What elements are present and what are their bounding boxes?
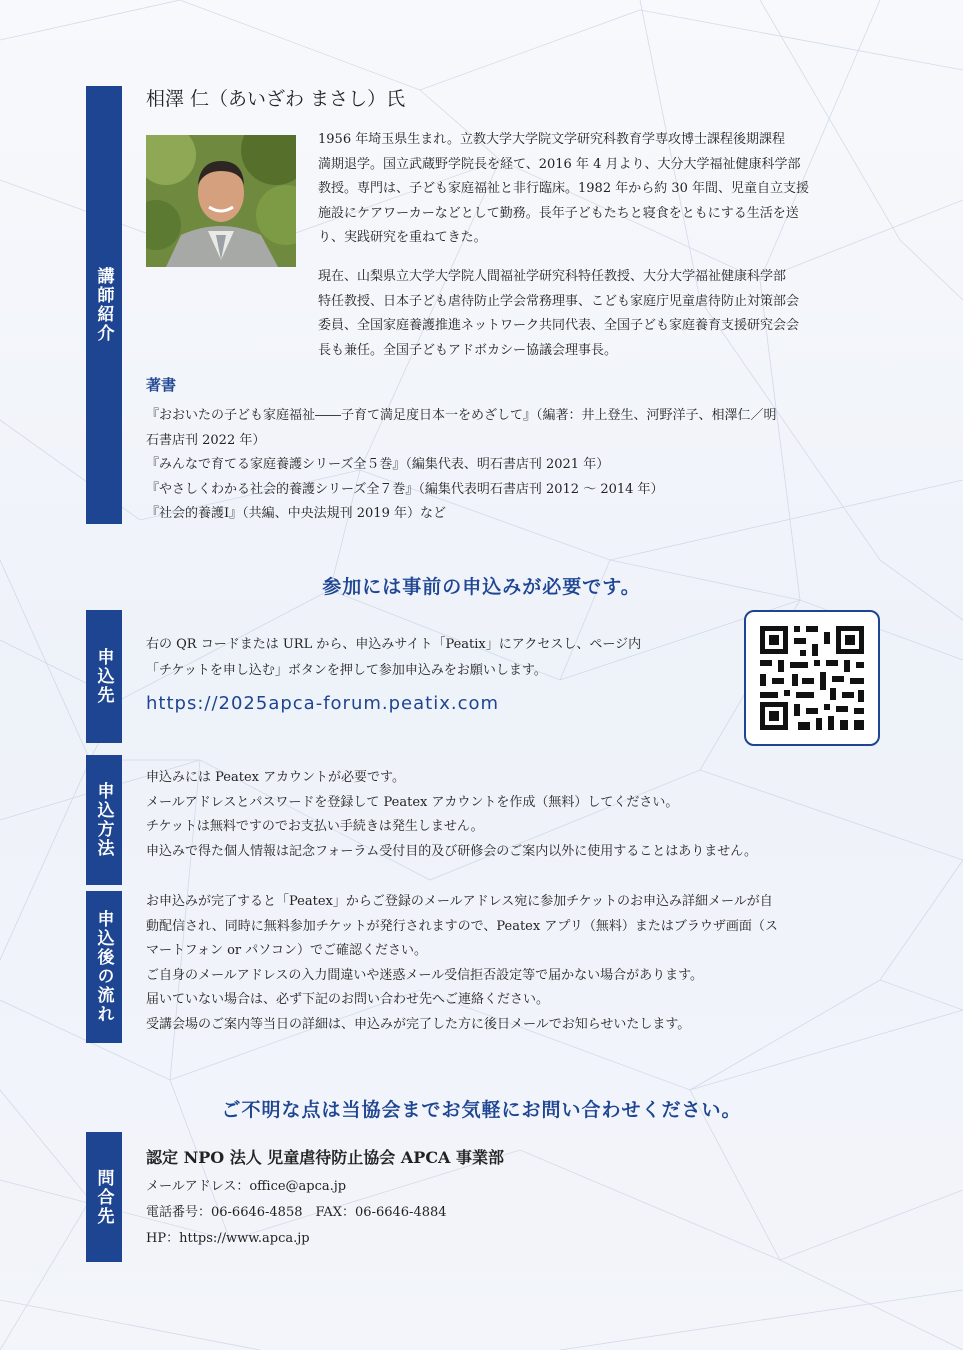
flow-line: マートフォン or パソコン）でご確認ください。: [146, 943, 428, 958]
method-text: [146, 766, 886, 864]
books-list: [146, 404, 886, 527]
bio-line: 委員、全国家庭養護推進ネットワーク共同代表、全国子ども家庭養育支援研究会会: [318, 318, 800, 333]
section-label-text: 申込方法: [93, 782, 114, 858]
contact-phone: 電話番号：06-6646-4858 FAX：06-6646-4884: [146, 1205, 447, 1220]
section-label-apply: [86, 610, 122, 743]
bio-line: 現在、山梨県立大学大学院人間福祉学研究科特任教授、大分大学福祉健康科学部: [318, 269, 787, 284]
bio-line: 施設にケアワーカーなどとして勤務。長年子どもたちと寝食をともにする生活を送: [318, 205, 799, 221]
section-label-flow: [86, 891, 122, 1043]
section-label-text: 問合先: [93, 1168, 114, 1226]
bio-line: 1956 年埼玉県生まれ。立教大学大学院文学研究科教育学専攻博士課程後期課程: [318, 132, 785, 147]
bio-paragraph-1: [318, 128, 878, 251]
section-label-text: 講師紹介: [93, 267, 114, 343]
flow-line: 受講会場のご案内等当日の詳細は、申込みが完了した方に後日メールでお知らせいたします。: [146, 1016, 691, 1032]
bio-line: 特任教授、日本子ども虐待防止学会常務理事、こども家庭庁児童虐待防止対策部会: [318, 293, 800, 309]
section-label-text: 申込先: [93, 648, 114, 705]
qr-code-graphic: [746, 612, 878, 744]
section-label-method: [86, 755, 122, 885]
section-label-text: 申込後の流れ: [93, 910, 114, 1024]
apply-line: 右の QR コードまたは URL から、申込みサイト「Peatix」にアクセスし、ページ内: [146, 637, 642, 652]
flow-line: ご自身のメールアドレスの入力間違いや迷惑メール受信拒否設定等で届かない場合があります。: [146, 967, 704, 983]
flow-line: お申込みが完了すると「Peatex」からご登録のメールアドレス宛に参加チケットのお申込み詳細メールが自: [146, 894, 773, 909]
section-label-lecturer: [86, 86, 122, 524]
apply-notice: 参加には事前の申込みが必要です。: [322, 576, 641, 598]
flow-text: [146, 890, 886, 1037]
book-item: 『おおいたの子ども家庭福祉――子育て満足度日本一をめざして』（編著：井上登生、河野洋子、相澤仁／明: [146, 408, 777, 423]
bio-line: り、実践研究を重ねてきた。: [318, 230, 487, 245]
bio-paragraph-2: [318, 265, 878, 363]
book-item: 『みんなで育てる家庭養護シリーズ全５巻』（編集代表、明石書店刊 2021 年）: [146, 457, 610, 472]
bio-line: 教授。専門は、子ども家庭福祉と非行臨床。1982 年から約 30 年間、児童自立支援: [318, 181, 810, 196]
method-line: チケットは無料ですのでお支払い手続きは発生しません。: [146, 819, 484, 834]
contact-notice: ご不明な点は当協会までお気軽にお問い合わせください。: [221, 1099, 742, 1121]
book-item: 『社会的養護Ⅰ』（共編、中央法規刊 2019 年）など: [146, 506, 446, 521]
apply-instructions: [146, 632, 736, 684]
lecturer-portrait: [146, 135, 296, 267]
book-item: 『やさしくわかる社会的養護シリーズ全７巻』（編集代表明石書店刊 2012 ～ 2014 年）: [146, 481, 664, 497]
lecturer-name: 相澤 仁（あいざわ まさし）氏: [146, 88, 406, 110]
bio-line: 長も兼任。全国子どもアドボカシー協議会理事長。: [318, 342, 618, 358]
method-line: 申込みには Peatex アカウントが必要です。: [146, 770, 405, 785]
flow-line: 届いていない場合は、必ず下記のお問い合わせ先へご連絡ください。: [146, 992, 550, 1007]
method-line: メールアドレスとパスワードを登録して Peatex アカウントを作成（無料）してください。: [146, 794, 679, 810]
contact-details: [146, 1174, 447, 1252]
apply-line: 「チケットを申し込む」ボタンを押して参加申込みをお願いします。: [146, 663, 547, 678]
section-label-contact: [86, 1132, 122, 1262]
books-heading: 著書: [146, 376, 177, 394]
contact-organization: 認定 NPO 法人 児童虐待防止協会 APCA 事業部: [146, 1148, 505, 1167]
bio-line: 満期退学。国立武蔵野学院長を経て、2016 年 4 月より、大分大学福祉健康科学部: [318, 156, 801, 172]
flow-line: 動配信され、同時に無料参加チケットが発行されますので、Peatex アプリ（無料）またはブラウザ画面（ス: [146, 918, 778, 934]
method-line: 申込みで得た個人情報は記念フォーラム受付目的及び研修会のご案内以外に使用することはありません。: [146, 843, 758, 859]
book-item: 石書店刊 2022 年）: [146, 432, 266, 448]
contact-website[interactable]: HP：https://www.apca.jp: [146, 1231, 310, 1246]
contact-email[interactable]: メールアドレス：office@apca.jp: [146, 1179, 347, 1194]
qr-code-icon[interactable]: [744, 610, 880, 746]
apply-url-link[interactable]: https://2025apca-forum.peatix.com: [146, 693, 500, 714]
